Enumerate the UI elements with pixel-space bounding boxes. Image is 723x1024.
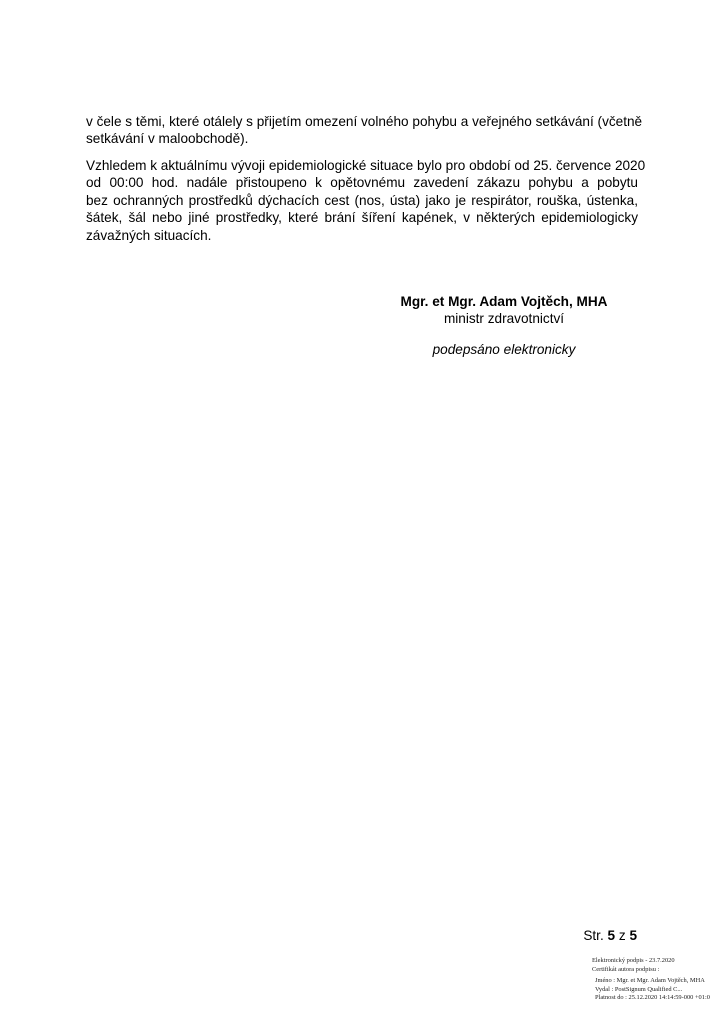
stamp-line: Platnost do : 25.12.2020 14:14:59-000 +01:0 xyxy=(595,994,710,1001)
stamp-line: Jméno : Mgr. et Mgr. Adam Vojtěch, MHA xyxy=(595,977,705,984)
page-number-prefix: Str. xyxy=(583,928,604,943)
signatory-role: ministr zdravotnictví xyxy=(443,311,565,326)
paragraph-line: v čele s těmi, které otálely s přijetím omezení volného pohybu a veřejného setkávání (včetně xyxy=(86,114,643,129)
paragraph-2 xyxy=(86,157,646,244)
paragraph-line: šátek, šál nebo jiné prostředky, které brání šíření kapének, v některých epidemiologicky xyxy=(86,210,638,226)
paragraph-line: od 00:00 hod. nadále přistoupeno k opětovnému zavedení zákazu pohybu a pobytu xyxy=(86,175,638,191)
electronic-signature-stamp xyxy=(592,957,720,1003)
page-number-current: 5 xyxy=(607,928,616,943)
stamp-line: Certifikát autora podpisu : xyxy=(592,965,660,973)
paragraph-1 xyxy=(86,113,643,148)
page-number-total: 5 xyxy=(629,928,637,943)
page-number-separator: z xyxy=(618,928,626,943)
paragraph-line: závažných situacích. xyxy=(86,227,212,243)
stamp-line: Elektronický podpis - 23.7.2020 xyxy=(592,957,675,964)
paragraph-line: setkávání v maloobchodě). xyxy=(86,131,249,147)
signed-electronically-note: podepsáno elektronicky xyxy=(432,342,576,357)
paragraph-line: Vzhledem k aktuálnímu vývoji epidemiologické situace bylo pro období od 25. července 2020 xyxy=(86,158,646,173)
page-number xyxy=(583,927,637,944)
paragraph-line: bez ochranných prostředků dýchacích cest (nos, ústa) jako je respirátor, rouška, ústenka, xyxy=(86,192,638,208)
stamp-line: Vydal : PostSignum Qualified C... xyxy=(595,985,683,993)
signatory-name: Mgr. et Mgr. Adam Vojtěch, MHA xyxy=(400,294,608,309)
